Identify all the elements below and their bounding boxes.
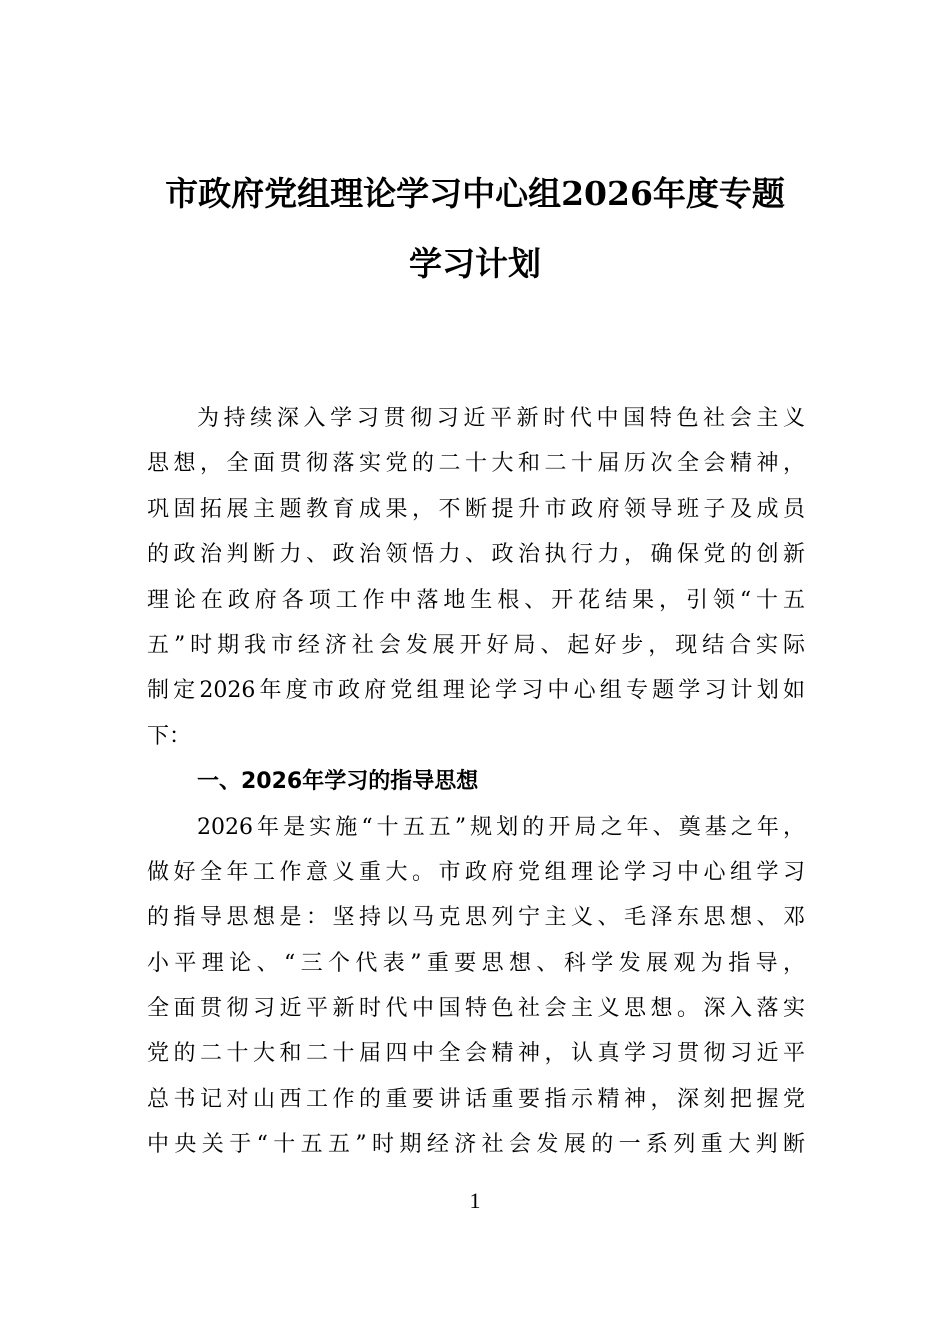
text-line: 下： — [147, 723, 192, 749]
text-line: 理论在政府各项工作中落地生根、开花结果，引领“十五 — [147, 587, 805, 613]
text-line: 制定2026年度市政府党组理论学习中心组专题学习计划如 — [147, 678, 805, 704]
text-line: 的政治判断力、政治领悟力、政治执行力，确保党的创新 — [147, 542, 805, 568]
text-line: 中央关于“十五五”时期经济社会发展的一系列重大判断 — [147, 1132, 805, 1158]
paragraph-guiding-thought — [147, 805, 805, 1168]
text-line: 总书记对山西工作的重要讲话重要指示精神，深刻把握党 — [147, 1086, 805, 1112]
text-line: 2026年是实施“十五五”规划的开局之年、奠基之年， — [197, 814, 805, 840]
document-body — [147, 396, 805, 1168]
paragraph-intro — [147, 396, 805, 759]
text-line: 五”时期我市经济社会发展开好局、起好步，现结合实际 — [147, 632, 805, 658]
page-number: 1 — [469, 1188, 481, 1213]
text-line: 做好全年工作意义重大。市政府党组理论学习中心组学习 — [147, 859, 805, 885]
text-line: 为持续深入学习贯彻习近平新时代中国特色社会主义 — [197, 406, 805, 431]
document-title-line-2: 学习计划 — [409, 244, 541, 283]
text-line: 巩固拓展主题教育成果，不断提升市政府领导班子及成员 — [147, 496, 805, 522]
text-line: 党的二十大和二十届四中全会精神，认真学习贯彻习近平 — [147, 1041, 805, 1067]
document-title-line-1: 市政府党组理论学习中心组2026年度专题 — [165, 174, 785, 213]
text-line: 思想，全面贯彻落实党的二十大和二十届历次全会精神， — [147, 451, 805, 477]
text-line: 全面贯彻习近平新时代中国特色社会主义思想。深入落实 — [147, 996, 805, 1022]
text-line: 小平理论、“三个代表”重要思想、科学发展观为指导， — [147, 950, 805, 976]
text-line: 的指导思想是：坚持以马克思列宁主义、毛泽东思想、邓 — [147, 905, 805, 931]
section-heading: 一、2026年学习的指导思想 — [197, 769, 479, 795]
